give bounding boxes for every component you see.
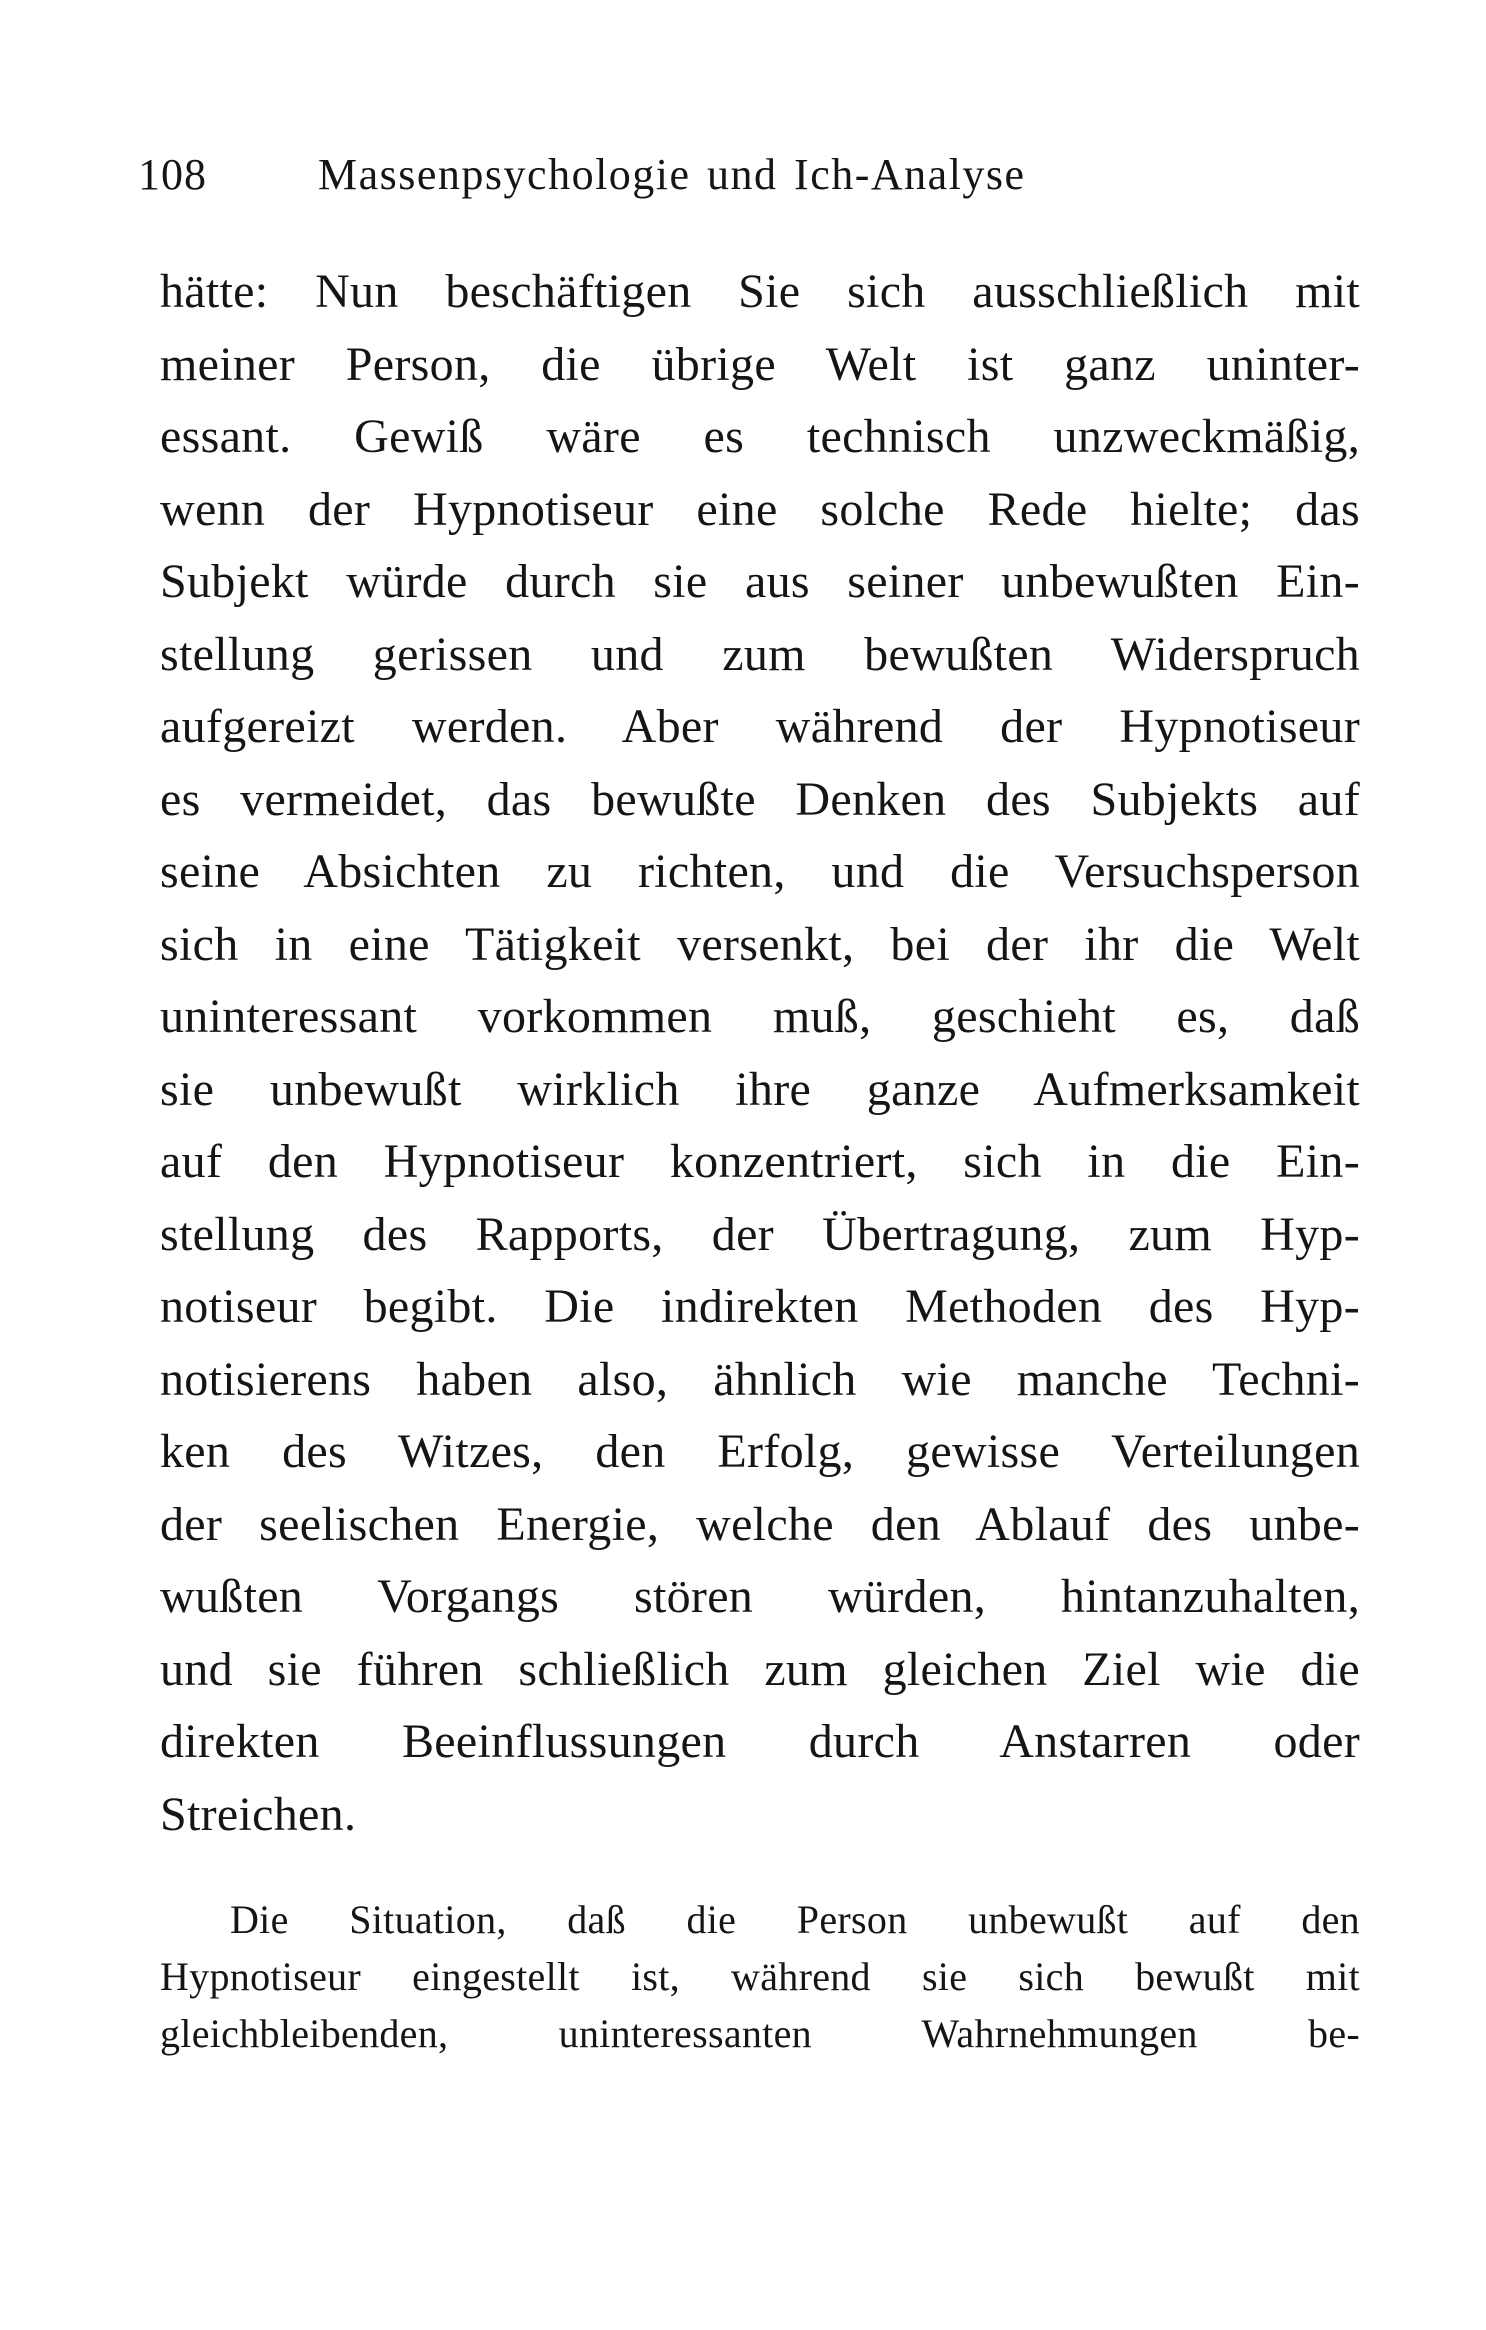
text-line: meiner Person, die übrige Welt ist ganz uninter- <box>160 337 1360 391</box>
page-header <box>138 150 1360 203</box>
text-line: der seelischen Energie, welche den Ablauf des unbe- <box>160 1497 1360 1551</box>
text-line: es vermeidet, das bewußte Denken des Subjekts auf <box>160 772 1360 826</box>
text-line: essant. Gewiß wäre es technisch unzweckmäßig, <box>160 410 1360 463</box>
text-line: stellung des Rapports, der Übertragung, zum Hyp- <box>160 1207 1360 1261</box>
text-line: uninteressant vorkommen muß, geschieht es, daß <box>160 990 1360 1043</box>
text-line: notisierens haben also, ähnlich wie manche Techni- <box>160 1352 1360 1406</box>
text-line: und sie führen schließlich zum gleichen Ziel wie die <box>160 1642 1360 1696</box>
text-line: sich in eine Tätigkeit versenkt, bei der ihr die Welt <box>160 917 1360 971</box>
paragraph-secondary <box>160 1891 1360 2062</box>
page-number: 108 <box>138 150 207 199</box>
text-line: aufgereizt werden. Aber während der Hypnotiseur <box>160 700 1360 753</box>
running-title: Massenpsychologie und Ich-Analyse <box>318 150 1026 199</box>
text-line: Subjekt würde durch sie aus seiner unbewußten Ein- <box>160 555 1360 608</box>
text-line: auf den Hypnotiseur konzentriert, sich in die Ein- <box>160 1135 1360 1188</box>
paragraph-main <box>160 256 1360 1851</box>
text-line: Streichen. <box>160 1787 357 1841</box>
text-line: Die Situation, daß die Person unbewußt auf den <box>230 1897 1360 1942</box>
text-line: ken des Witzes, den Erfolg, gewisse Verteilungen <box>160 1425 1360 1478</box>
text-line: sie unbewußt wirklich ihre ganze Aufmerksamkeit <box>160 1062 1360 1116</box>
text-line: stellung gerissen und zum bewußten Widerspruch <box>160 627 1360 681</box>
text-line: wußten Vorgangs stören würden, hintanzuhalten, <box>160 1570 1360 1623</box>
text-line: direkten Beeinflussungen durch Anstarren oder <box>160 1715 1360 1768</box>
text-line: notiseur begibt. Die indirekten Methoden des Hyp- <box>160 1280 1360 1333</box>
text-line: hätte: Nun beschäftigen Sie sich ausschließlich mit <box>160 265 1360 318</box>
text-line: gleichbleibenden, uninteressanten Wahrnehmungen be- <box>160 2011 1360 2056</box>
text-line: Hypnotiseur eingestellt ist, während sie sich bewußt mit <box>160 1954 1360 1999</box>
text-line: wenn der Hypnotiseur eine solche Rede hielte; das <box>160 482 1360 536</box>
text-line: seine Absichten zu richten, und die Versuchsperson <box>160 845 1360 898</box>
